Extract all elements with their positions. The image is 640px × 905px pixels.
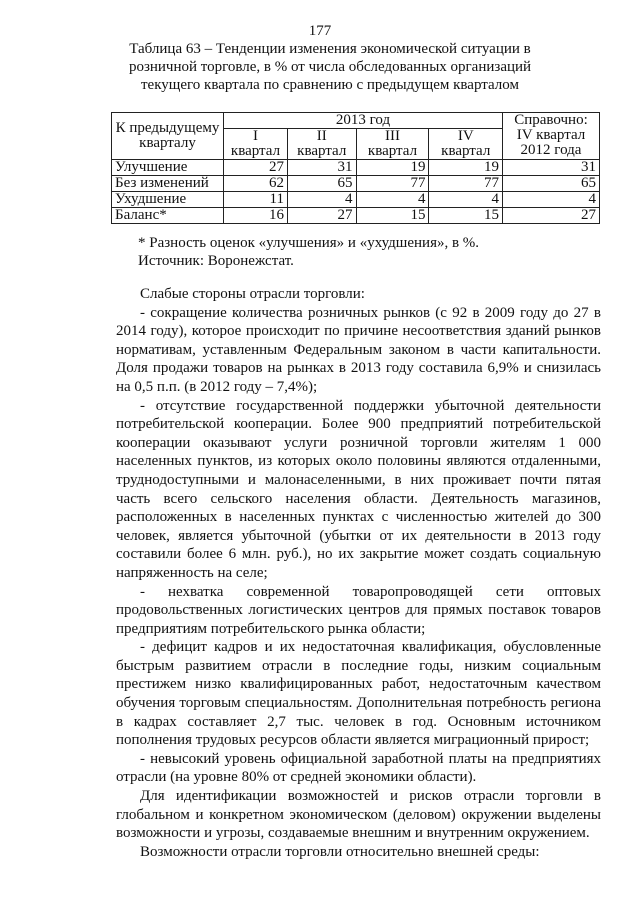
table-row [112, 160, 600, 176]
table-cell: 77 [356, 176, 429, 192]
body-text [116, 285, 601, 861]
table-cell: 31 [503, 160, 600, 176]
table-cell: 11 [224, 192, 288, 208]
table-cell: 19 [429, 160, 503, 176]
paragraph: - нехватка современной товаропроводящей сети оптовых продовольственных логистических центров для прямых поставок товаров предприятиям потребительского рынка области; [116, 583, 601, 637]
data-table [111, 112, 600, 224]
row-label: Улучшение [112, 160, 224, 176]
table-row [112, 192, 600, 208]
paragraph: Слабые стороны отрасли торговли: [140, 286, 365, 302]
table-cell: 16 [224, 208, 288, 224]
table-cell: 19 [356, 160, 429, 176]
paragraph: - невысокий уровень официальной заработной платы на предприятиях отрасли (на уровне 80% от средней экономики области). [116, 750, 601, 786]
quarter-header: III квартал [356, 129, 429, 160]
row-label: Ухудшение [112, 192, 224, 208]
source-note: Источник: Воронежстат. [138, 253, 294, 269]
table-row [112, 208, 600, 224]
table-cell: 62 [224, 176, 288, 192]
table-cell: 4 [429, 192, 503, 208]
row-label: Без изменений [112, 176, 224, 192]
row-label: Баланс* [112, 208, 224, 224]
year-header-cell: 2013 год [224, 113, 503, 129]
paragraph: Возможности отрасли торговли относительно внешней среды: [140, 843, 540, 860]
table-footnote: * Разность оценок «улучшения» и «ухудшения», в %. [138, 235, 480, 251]
page-number: 177 [308, 23, 332, 39]
table-cell: 31 [288, 160, 357, 176]
quarter-header: I квартал [224, 129, 288, 160]
table-cell: 77 [429, 176, 503, 192]
table-cell: 4 [503, 192, 600, 208]
table-cell: 27 [288, 208, 357, 224]
reference-header-cell: Справочно: IV квартал 2012 года [503, 113, 600, 160]
table-caption: Таблица 63 – Тенденции изменения экономической ситуации в розничной торговле, в % от числа обследованных организаций текущего квартала по сравнению с предыдущем кварталом [128, 41, 532, 93]
table-cell: 15 [429, 208, 503, 224]
table-cell: 65 [288, 176, 357, 192]
quarter-header: II квартал [288, 129, 357, 160]
table-cell: 65 [503, 176, 600, 192]
table-cell: 15 [356, 208, 429, 224]
table-cell: 27 [224, 160, 288, 176]
row-header-cell: К предыдущему кварталу [112, 113, 224, 160]
table-cell: 27 [503, 208, 600, 224]
paragraph: - отсутствие государственной поддержки убыточной деятельности потребительской кооперации. Более 900 предприятий потребительской кооперации оказывают услуги розничной торговли жителям 1 000 населенных пунктов, из которых около половины являются отдаленными, труднодоступными и малонаселенными, в них проживает почти пятая часть всего сельского населения области. Деятельность магазинов, расположенных в населенных пунктах с численностью жителей до 300 человек, является убыточной (убытки от их деятельности в 2013 году составили более 6 млн. руб.), но их закрытие может создать социальную напряженность на селе; [116, 397, 601, 581]
paragraph: Для идентификации возможностей и рисков отрасли торговли в глобальном и конкретном экономическом (деловом) окружении выделены возможности и угрозы, создаваемые внешним и внутренним окружением. [116, 788, 601, 842]
table-cell: 4 [288, 192, 357, 208]
table-row [112, 176, 600, 192]
paragraph: - сокращение количества розничных рынков (с 92 в 2009 году до 27 в 2014 году), которое происходит по причине несоответствия зданий рынков нормативам, уставленным Федеральным законом в части капитальности. Доля продажи товаров на рынках в 2013 году составила 6,9% и снизилась на 0,5 п.п. (в 2012 году – 7,4%); [116, 304, 601, 395]
quarter-header: IV квартал [429, 129, 503, 160]
table-cell: 4 [356, 192, 429, 208]
paragraph: - дефицит кадров и их недостаточная квалификация, обусловленные быстрым развитием отрасли в последние годы, низким социальным престижем низко квалифицированных работ, недостаточным качеством обучения торговым специальностям. Дополнительная потребность региона в кадрах составляет 2,7 тыс. человек в год. Основным источником пополнения трудовых ресурсов области является миграционный прирост; [116, 639, 601, 749]
